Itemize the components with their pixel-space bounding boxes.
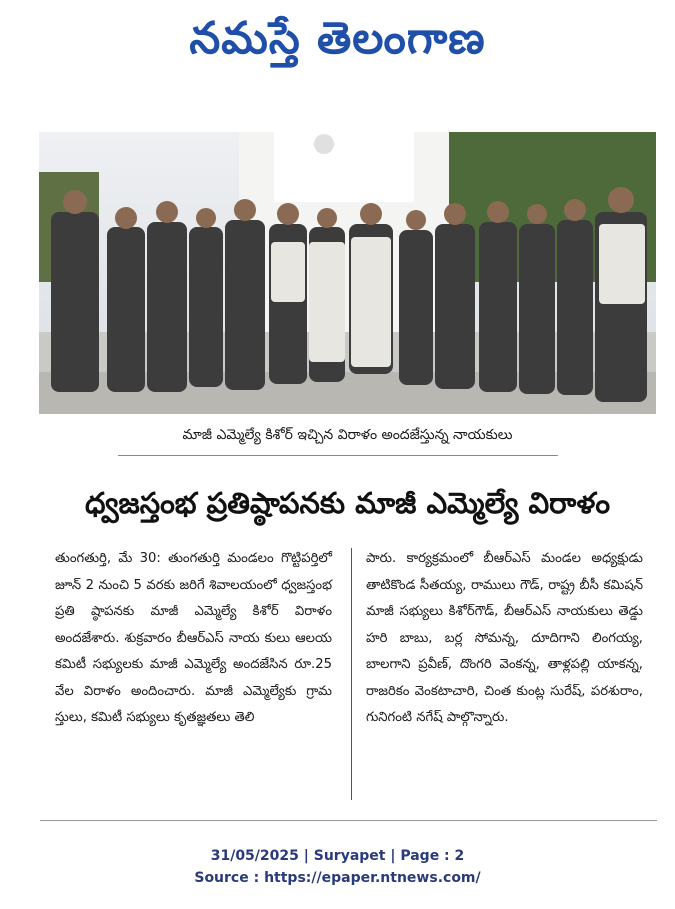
article-body-right-column: పారు. కార్యక్రమంలో బీఆర్ఎస్ మండల అధ్యక్షుడు తాటికొండ సీతయ్య, రాములు గౌడ్, రాష్ట్ర బీసీ కమిషన్ మాజీ సభ్యులు కిశోర్‌గౌడ్, బీఆర్ఎస్ నాయకులు తెడ్డు హరి బాబు, బర్ల సోమన్న, దూదిగాని లింగయ్య, బాలగాని ప్రవీణ్, దొంగరి వెంకన్న, తాళ్లపల్లి యాకన్న, రాజరికం వెంకటాచారి, చింత కుంట్ల సురేష్, పరశురాం, గునిగంటి నగేష్ పాల్గొన్నారు. [366,551,643,725]
news-photo [39,132,656,414]
article-body-left-column: తుంగతుర్తి, మే 30: తుంగతుర్తి మండలం గొట్టిపర్తిలో జూన్ 2 నుంచి 5 వరకు జరిగే శివాలయంలో ధ్వజస్తంభ ప్రతి ష్ఠాపనకు మాజీ ఎమ్మెల్యే కిశోర్ విరాళం అందజేశారు. శుక్రవారం బీఆర్ఎస్ నాయ కులు ఆలయ కమిటీ సభ్యులకు మాజీ ఎమ్మెల్యే అందజేసిన రూ.25 వేల విరాళం అందించారు. మాజీ ఎమ్మెల్యేకు గ్రామ స్తులు, కమిటీ సభ్యులు కృతజ్ఞతలు తెలి [55,551,332,725]
masthead [0,8,675,70]
footer-divider [40,820,657,821]
newspaper-title: నమస్తే తెలంగాణ [189,13,486,64]
article-headline: ధ్వజస్తంభ ప్రతిష్ఠాపనకు మాజీ ఎమ్మెల్యే విరాళం [84,486,611,520]
source-link[interactable]: Source : https://epaper.ntnews.com/ [194,870,481,886]
column-divider [351,548,352,800]
caption-divider [118,455,558,456]
photo-caption: మాజీ ఎమ్మెల్యే కిశోర్ ఇచ్చిన విరాళం అందజేస్తున్న నాయకులు [182,427,513,443]
edition-info: 31/05/2025 | Suryapet | Page : 2 [210,848,465,864]
